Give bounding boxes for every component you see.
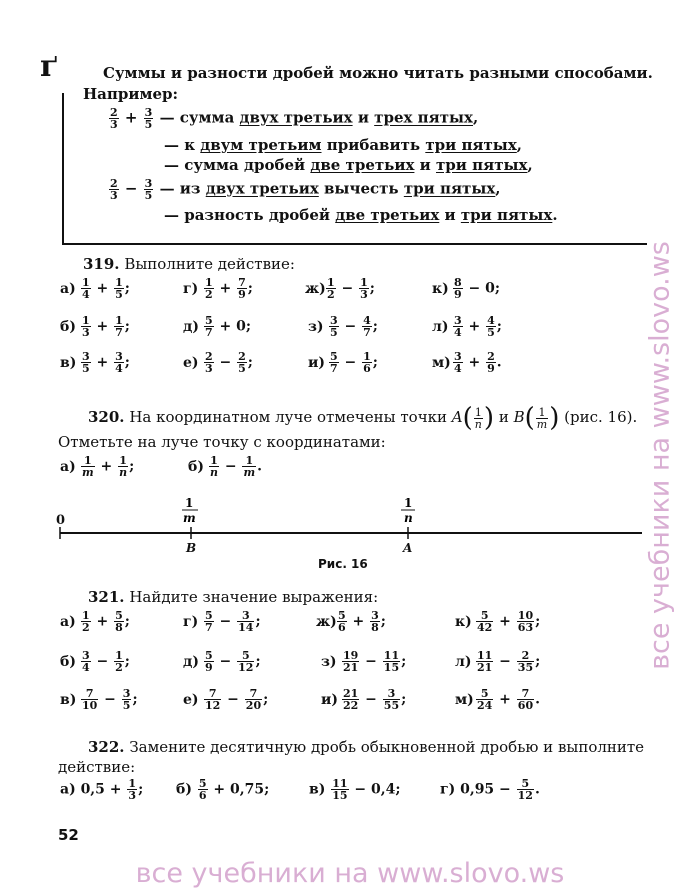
p320-b: б) $\frac{1}{n}$ − $\frac{1}{m}$ . [188, 454, 262, 479]
p321-k: к) $\frac{5}{42}$ + $\frac{10}{63}$ ; [455, 609, 541, 634]
p319-i: и) $\frac{5}{7}$ − $\frac{1}{6}$ ; [308, 350, 378, 375]
p322-a: а) 0,5 + $\frac{1}{3}$ ; [60, 777, 144, 802]
example-sum-desc: — сумма двух третьих и трех пятых, [159, 108, 479, 127]
p321-m: м) $\frac{5}{24}$ + $\frac{7}{60}$ . [455, 687, 540, 712]
example-diff-alt1: — разность дробей две третьих и три пятых. [164, 206, 558, 224]
problem-321-header: 321. Найдите значение выражения: [88, 588, 379, 606]
watermark-side: все учебники на www.slovo.ws [644, 241, 676, 670]
p321-b: б) $\frac{3}{4}$ − $\frac{1}{2}$ ; [60, 649, 130, 674]
p321-g: г) $\frac{5}{7}$ − $\frac{3}{14}$ ; [183, 609, 261, 634]
intro-line2: Например: [83, 85, 179, 103]
rule-bottom [62, 243, 647, 245]
p321-z: з) $\frac{19}{21}$ − $\frac{11}{15}$ ; [321, 649, 407, 674]
rule-vertical [62, 93, 64, 245]
label-point-b: B [186, 541, 197, 555]
p319-e: е) $\frac{2}{3}$ − $\frac{2}{5}$ ; [183, 350, 253, 375]
svg-text:1: 1 [404, 496, 413, 510]
problem-320-text2: Отметьте на луче точку с координатами: [58, 433, 386, 451]
p319-m: м) $\frac{3}{4}$ + $\frac{2}{9}$ . [432, 350, 502, 375]
intro-line1: Суммы и разности дробей можно читать разными способами. [103, 64, 653, 82]
p319-zh: ж) $\frac{1}{2}$ − $\frac{1}{3}$ ; [305, 276, 375, 301]
number-line-figure [50, 495, 650, 560]
p321-e: е) $\frac{7}{12}$ − $\frac{7}{20}$ ; [183, 687, 269, 712]
label-zero: 0 [56, 513, 66, 528]
p321-d: д) $\frac{5}{9}$ − $\frac{5}{12}$ ; [183, 649, 261, 674]
watermark-bottom: все учебники на www.slovo.ws [135, 858, 565, 889]
p319-b: б) $\frac{1}{3}$ + $\frac{1}{7}$ ; [60, 314, 130, 339]
p321-l: л) $\frac{11}{21}$ − $\frac{2}{35}$ ; [455, 649, 541, 674]
p322-b: б) $\frac{5}{6}$ + 0,75; [176, 777, 270, 802]
p321-i: и) $\frac{21}{22}$ − $\frac{3}{55}$ ; [321, 687, 407, 712]
p320-a: а) $\frac{1}{m}$ + $\frac{1}{n}$ ; [60, 454, 135, 479]
p321-zh: ж) $\frac{5}{6}$ + $\frac{3}{8}$ ; [316, 609, 386, 634]
example-sum: $\frac{2}{3}$ + $\frac{3}{5}$ — сумма двух третьих и трех пятых, [110, 106, 479, 131]
example-diff: $\frac{2}{3}$ − $\frac{3}{5}$ — из двух третьих вычесть три пятых, [110, 177, 501, 202]
problem-319-header: 319. Выполните действие: [83, 255, 295, 273]
p321-a: а) $\frac{1}{2}$ + $\frac{5}{8}$ ; [60, 609, 130, 634]
svg-text:n: n [404, 511, 413, 525]
svg-text:m: m [183, 511, 196, 525]
p319-l: л) $\frac{3}{4}$ + $\frac{4}{5}$ ; [432, 314, 502, 339]
label-point-a: A [403, 541, 413, 555]
figure-caption: Рис. 16 [318, 557, 368, 571]
page-number: 52 [58, 826, 79, 844]
p319-k: к) $\frac{8}{9}$ − 0; [432, 276, 501, 301]
problem-322-text2: действие: [58, 758, 136, 776]
problem-320-header: 320. На координатном луче отмечены точки A( $\frac{1}{n}$ ) и B( $\frac{1}{m}$ ) (рис. 16). [88, 403, 638, 433]
p321-v: в) $\frac{7}{10}$ − $\frac{3}{5}$ ; [60, 687, 138, 712]
example-sum-alt2: — сумма дробей две третьих и три пятых, [164, 156, 533, 174]
svg-text:1: 1 [185, 496, 194, 510]
p322-v: в) $\frac{11}{15}$ − 0,4; [309, 777, 401, 802]
p319-v: в) $\frac{3}{5}$ + $\frac{3}{4}$ ; [60, 350, 130, 375]
p319-d: д) $\frac{5}{7}$ + 0; [183, 314, 252, 339]
example-sum-alt1: — к двум третьим прибавить три пятых, [164, 136, 523, 154]
p319-g: г) $\frac{1}{2}$ + $\frac{7}{9}$ ; [183, 276, 253, 301]
section-logo-icon: ґ [40, 49, 59, 84]
p319-z: з) $\frac{3}{5}$ − $\frac{4}{7}$ ; [308, 314, 378, 339]
problem-322-header: 322. Замените десятичную дробь обыкновенной дробью и выполните [88, 738, 645, 756]
p322-g: г) 0,95 − $\frac{5}{12}$ . [440, 777, 540, 802]
p319-a: а) $\frac{1}{4}$ + $\frac{1}{5}$ ; [60, 276, 130, 301]
